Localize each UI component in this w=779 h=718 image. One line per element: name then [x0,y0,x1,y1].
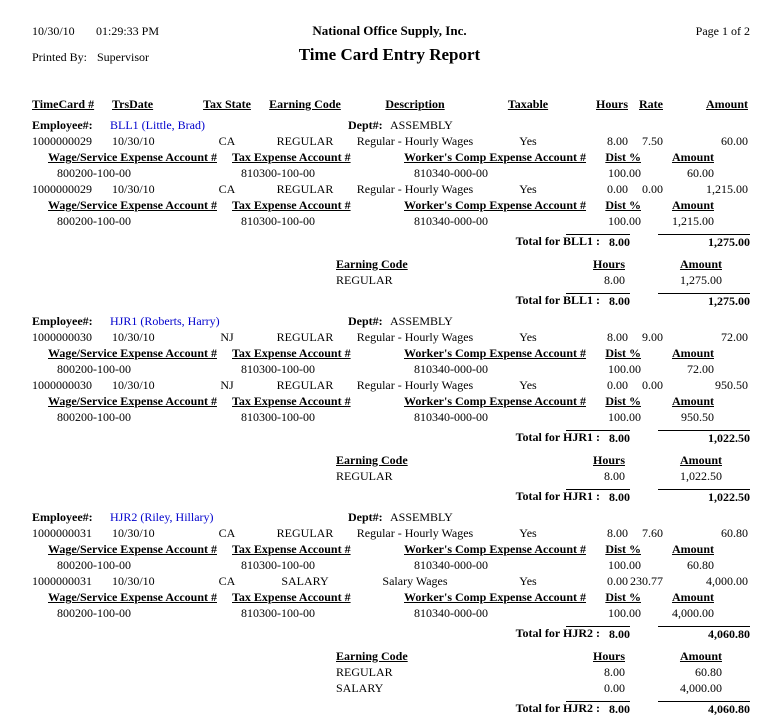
total-amount: 4,060.80 [658,626,750,642]
earning-code-header: Earning Code [336,453,408,467]
cell-hours: 8.00 [607,134,628,148]
col-header-amount: Amount [705,97,748,111]
earning-amount-header: Amount [679,257,722,271]
cell-amount: 60.80 [721,526,748,540]
dept-label: Dept#: [348,510,383,524]
wage-account-value: 800200-100-00 [57,214,131,228]
earning-hours-value: 8.00 [604,469,625,483]
cell-hours: 8.00 [607,526,628,540]
cell-hours: 0.00 [607,574,628,588]
cell-earningcode: SALARY [281,574,329,588]
dist-amount-value: 4,000.00 [672,606,714,620]
earning-amount-header: Amount [679,453,722,467]
cell-taxable: Yes [519,574,537,588]
total-label: Total for BLL1 : [515,234,600,248]
cell-taxstate: CA [218,182,236,196]
total-label: Total for HJR2 : [515,626,600,640]
earning-amount-header: Amount [679,649,722,663]
cell-description: Regular - Hourly Wages [356,378,474,392]
account-header-row [0,393,779,409]
comp-account-header: Worker's Comp Expense Account # [404,346,587,360]
account-header-row [0,589,779,605]
wage-account-value: 800200-100-00 [57,606,131,620]
cell-amount: 1,215.00 [706,182,748,196]
comp-account-header: Worker's Comp Expense Account # [404,542,587,556]
total-hours: 8.00 [566,626,630,642]
summary-total-label: Total for HJR2 : [515,701,600,715]
cell-rate: 0.00 [642,378,663,392]
cell-rate: 7.50 [642,134,663,148]
tax-account-value: 810300-100-00 [241,558,315,572]
earning-amount-value: 60.80 [695,665,722,679]
tax-account-header: Tax Expense Account # [232,590,351,604]
earning-code-value: REGULAR [336,273,393,287]
dist-value: 100.00 [608,214,641,228]
cell-amount: 72.00 [721,330,748,344]
earning-summary-row [0,272,779,288]
cell-earningcode: REGULAR [276,134,334,148]
cell-timecard: 1000000030 [32,330,92,344]
account-header-row [0,149,779,165]
summary-total-label: Total for BLL1 : [515,293,600,307]
account-values-row [0,409,779,425]
tax-account-value: 810300-100-00 [241,606,315,620]
dept-label: Dept#: [348,118,383,132]
comp-account-value: 810340-000-00 [414,410,488,424]
account-header-row [0,541,779,557]
cell-description: Regular - Hourly Wages [356,330,474,344]
cell-taxstate: CA [218,134,236,148]
cell-trsdate: 10/30/10 [112,182,155,196]
employee-code-link[interactable]: HJR1 (Roberts, Harry) [110,314,220,328]
employee-label: Employee#: [32,314,93,328]
total-amount: 1,275.00 [658,234,750,250]
dist-value: 100.00 [608,606,641,620]
tax-account-header: Tax Expense Account # [232,394,351,408]
cell-rate: 9.00 [642,330,663,344]
cell-taxstate: CA [218,526,236,540]
employee-header [0,117,779,133]
account-values-row [0,213,779,229]
timecard-row [0,329,779,345]
employee-summary-total-row [0,292,779,308]
cell-trsdate: 10/30/10 [112,378,155,392]
summary-total-hours: 8.00 [566,293,630,309]
employee-total-row [0,233,779,249]
col-header-taxable: Taxable [507,97,549,111]
comp-account-value: 810340-000-00 [414,558,488,572]
dept-value: ASSEMBLY [390,314,453,328]
employee-header [0,509,779,525]
wage-account-value: 800200-100-00 [57,166,131,180]
col-header-rate: Rate [639,97,663,111]
total-amount: 1,022.50 [658,430,750,446]
timecard-row [0,181,779,197]
earning-code-header: Earning Code [336,257,408,271]
dist-header: Dist % [605,346,641,360]
cell-taxable: Yes [519,330,537,344]
dist-amount-header: Amount [671,542,714,556]
tax-account-value: 810300-100-00 [241,362,315,376]
wage-account-header: Wage/Service Expense Account # [48,150,217,164]
report-header [0,0,779,96]
account-values-row [0,165,779,181]
dist-value: 100.00 [608,166,641,180]
wage-account-header: Wage/Service Expense Account # [48,394,217,408]
earning-summary-row [0,468,779,484]
printed-by-label: Printed By: [32,50,88,64]
cell-taxable: Yes [519,182,537,196]
cell-amount: 4,000.00 [706,574,748,588]
earning-code-value: REGULAR [336,665,393,679]
total-label: Total for HJR1 : [515,430,600,444]
earning-code-header: Earning Code [336,649,408,663]
tax-account-header: Tax Expense Account # [232,150,351,164]
employee-total-row [0,429,779,445]
employee-summary-total-row [0,488,779,504]
dist-amount-value: 72.00 [687,362,714,376]
printed-by-value: Supervisor [97,50,149,64]
cell-taxstate: NJ [220,330,234,344]
earning-hours-header: Hours [592,649,625,663]
earning-code-value: SALARY [336,681,384,695]
summary-total-hours: 8.00 [566,701,630,717]
timecard-row [0,377,779,393]
tax-account-header: Tax Expense Account # [232,346,351,360]
cell-hours: 8.00 [607,330,628,344]
earning-amount-value: 1,275.00 [680,273,722,287]
earning-hours-value: 8.00 [604,665,625,679]
page-indicator: Page 1 of 2 [695,24,750,38]
employee-code-link[interactable]: BLL1 (Little, Brad) [110,118,205,132]
cell-description: Salary Wages [382,574,448,588]
total-hours: 8.00 [566,234,630,250]
earning-summary-row [0,680,779,696]
cell-rate: 7.60 [642,526,663,540]
earning-summary-row [0,664,779,680]
comp-account-value: 810340-000-00 [414,606,488,620]
cell-timecard: 1000000029 [32,134,92,148]
company-name: National Office Supply, Inc. [312,23,467,38]
cell-taxstate: NJ [220,378,234,392]
dept-label: Dept#: [348,314,383,328]
cell-hours: 0.00 [607,378,628,392]
earning-hours-header: Hours [592,453,625,467]
cell-timecard: 1000000031 [32,574,92,588]
cell-taxable: Yes [519,134,537,148]
cell-trsdate: 10/30/10 [112,330,155,344]
earning-summary-header [0,256,779,272]
earning-amount-value: 4,000.00 [680,681,722,695]
cell-timecard: 1000000031 [32,526,92,540]
cell-description: Regular - Hourly Wages [356,182,474,196]
account-values-row [0,361,779,377]
tax-account-value: 810300-100-00 [241,214,315,228]
report-title: Time Card Entry Report [298,45,481,64]
dist-amount-header: Amount [671,198,714,212]
tax-account-value: 810300-100-00 [241,166,315,180]
employee-total-row [0,625,779,641]
cell-earningcode: REGULAR [276,378,334,392]
dist-header: Dist % [605,394,641,408]
wage-account-value: 800200-100-00 [57,362,131,376]
cell-timecard: 1000000030 [32,378,92,392]
cell-trsdate: 10/30/10 [112,526,155,540]
col-header-taxstate: Tax State [203,97,251,111]
cell-earningcode: REGULAR [276,182,334,196]
employee-label: Employee#: [32,510,93,524]
cell-rate: 230.77 [630,574,663,588]
dist-amount-header: Amount [671,590,714,604]
earning-summary-header [0,648,779,664]
total-hours: 8.00 [566,430,630,446]
wage-account-header: Wage/Service Expense Account # [48,542,217,556]
wage-account-header: Wage/Service Expense Account # [48,346,217,360]
dept-value: ASSEMBLY [390,118,453,132]
cell-rate: 0.00 [642,182,663,196]
print-date: 10/30/10 [32,24,75,38]
summary-total-label: Total for HJR1 : [515,489,600,503]
wage-account-value: 800200-100-00 [57,558,131,572]
cell-description: Regular - Hourly Wages [356,526,474,540]
earning-hours-value: 0.00 [604,681,625,695]
dist-amount-value: 1,215.00 [672,214,714,228]
cell-taxable: Yes [519,526,537,540]
dist-value: 100.00 [608,410,641,424]
cell-hours: 0.00 [607,182,628,196]
wage-account-header: Wage/Service Expense Account # [48,198,217,212]
comp-account-header: Worker's Comp Expense Account # [404,590,587,604]
comp-account-header: Worker's Comp Expense Account # [404,394,587,408]
dist-header: Dist % [605,590,641,604]
cell-taxable: Yes [519,378,537,392]
timecard-row [0,133,779,149]
summary-total-hours: 8.00 [566,489,630,505]
cell-description: Regular - Hourly Wages [356,134,474,148]
col-header-trsdate: TrsDate [112,97,154,111]
earning-code-value: REGULAR [336,469,393,483]
dist-header: Dist % [605,150,641,164]
dept-value: ASSEMBLY [390,510,453,524]
timecard-row [0,573,779,589]
cell-amount: 60.00 [721,134,748,148]
col-header-hours: Hours [595,97,628,111]
dist-amount-header: Amount [671,150,714,164]
summary-total-amount: 1,022.50 [658,489,750,505]
cell-amount: 950.50 [715,378,748,392]
tax-account-header: Tax Expense Account # [232,198,351,212]
cell-earningcode: REGULAR [276,526,334,540]
dist-header: Dist % [605,198,641,212]
earning-hours-header: Hours [592,257,625,271]
cell-earningcode: REGULAR [276,330,334,344]
account-values-row [0,557,779,573]
dist-amount-value: 60.00 [687,166,714,180]
cell-timecard: 1000000029 [32,182,92,196]
earning-amount-value: 1,022.50 [680,469,722,483]
dist-amount-header: Amount [671,394,714,408]
summary-total-amount: 4,060.80 [658,701,750,717]
earning-summary-header [0,452,779,468]
col-header-description: Description [385,97,445,111]
account-values-row [0,605,779,621]
wage-account-header: Wage/Service Expense Account # [48,590,217,604]
dist-amount-header: Amount [671,346,714,360]
tax-account-value: 810300-100-00 [241,410,315,424]
employee-code-link[interactable]: HJR2 (Riley, Hillary) [110,510,214,524]
cell-taxstate: CA [218,574,236,588]
employee-header [0,313,779,329]
dist-value: 100.00 [608,362,641,376]
dist-header: Dist % [605,542,641,556]
comp-account-value: 810340-000-00 [414,166,488,180]
column-header-row [0,96,779,112]
earning-hours-value: 8.00 [604,273,625,287]
summary-total-amount: 1,275.00 [658,293,750,309]
employee-summary-total-row [0,700,779,716]
account-header-row [0,345,779,361]
print-time: 01:29:33 PM [96,24,160,38]
timecard-row [0,525,779,541]
cell-trsdate: 10/30/10 [112,574,155,588]
col-header-timecard: TimeCard # [32,97,95,111]
dist-amount-value: 60.80 [687,558,714,572]
employee-label: Employee#: [32,118,93,132]
dist-value: 100.00 [608,558,641,572]
tax-account-header: Tax Expense Account # [232,542,351,556]
comp-account-value: 810340-000-00 [414,362,488,376]
comp-account-value: 810340-000-00 [414,214,488,228]
wage-account-value: 800200-100-00 [57,410,131,424]
comp-account-header: Worker's Comp Expense Account # [404,150,587,164]
dist-amount-value: 950.50 [681,410,714,424]
comp-account-header: Worker's Comp Expense Account # [404,198,587,212]
account-header-row [0,197,779,213]
col-header-earningcode: Earning Code [269,97,341,111]
cell-trsdate: 10/30/10 [112,134,155,148]
